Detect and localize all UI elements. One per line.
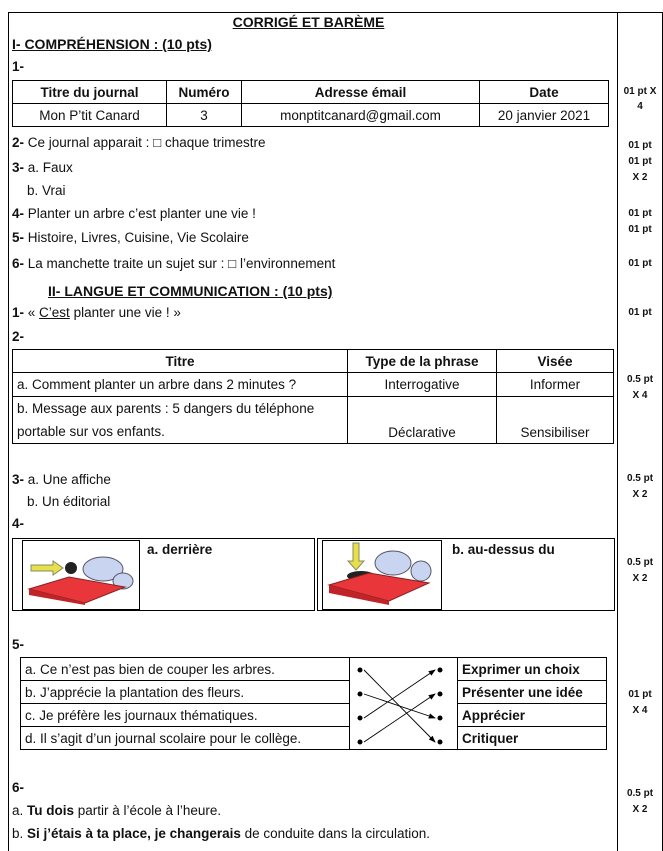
points-label: X 2 <box>632 804 648 815</box>
cell-type: Déclarative <box>348 397 497 444</box>
section1-heading: I- COMPRÉHENSION : (10 pts) <box>12 36 212 52</box>
points-label: 0.5 pt <box>626 473 654 484</box>
th-visee: Visée <box>497 350 614 373</box>
points-label: 0.5 pt <box>626 374 654 385</box>
answer-3b: b. Vrai <box>27 183 66 198</box>
cat-on-bed-image <box>322 540 442 610</box>
th-date: Date <box>480 81 609 104</box>
q6-label: 6- <box>12 780 25 795</box>
q1-label: 1- <box>12 59 25 74</box>
points-label: 0.5 pt <box>626 557 654 568</box>
page-title: CORRIGÉ ET BARÈME <box>232 14 385 30</box>
th-number: Numéro <box>167 81 242 104</box>
left-dot <box>358 668 363 673</box>
journal-table <box>12 80 609 127</box>
sentence-type-table <box>12 349 614 444</box>
sentence-cell: c. Je préfère les journaux thématiques. <box>21 704 350 727</box>
q5-label: 5- <box>12 637 25 652</box>
cat-behind-bed-image <box>22 540 140 610</box>
sentence-cell: d. Il s’agit d’un journal scolaire pour le collège. <box>21 727 350 750</box>
th-titre: Titre <box>13 350 348 373</box>
points-label: 01 pt <box>628 156 652 167</box>
right-dot <box>438 740 443 745</box>
points-label: X 2 <box>632 573 648 584</box>
q2-label: 2- <box>12 329 25 344</box>
section2-heading: II- LANGUE ET COMMUNICATION : (10 pts) <box>48 283 333 299</box>
points-label: X 2 <box>632 172 648 183</box>
points-label: X 2 <box>632 489 648 500</box>
cell-email: monptitcanard@gmail.com <box>242 104 480 127</box>
right-dot <box>438 716 443 721</box>
matching-row <box>21 658 607 681</box>
function-cell: Apprécier <box>458 704 607 727</box>
th-type: Type de la phrase <box>348 350 497 373</box>
matching-arrow <box>364 670 435 718</box>
left-dot <box>358 692 363 697</box>
q4-label: 4- <box>12 516 25 531</box>
answer-ii-6a: a. Tu dois partir à l’école à l’heure. <box>12 803 222 818</box>
matching-row <box>21 727 607 750</box>
cell-title: Mon P’tit Canard <box>13 104 167 127</box>
points-label: 4 <box>637 101 643 112</box>
th-title: Titre du journal <box>13 81 167 104</box>
th-email: Adresse émail <box>242 81 480 104</box>
answer-ii-1: 1- « C’est planter une vie ! » <box>12 305 181 320</box>
left-dot <box>358 740 363 745</box>
function-cell: Critiquer <box>458 727 607 750</box>
matching-arrows <box>348 657 456 753</box>
answer-ii-6b: b. Si j’étais à ta place, je changerais de conduite dans la circulation. <box>12 826 430 841</box>
cell-titre: a. Comment planter un arbre dans 2 minutes ? <box>13 373 348 397</box>
function-cell: Exprimer un choix <box>458 658 607 681</box>
answer-3a: 3- a. Faux <box>12 160 73 175</box>
matching-arrow <box>364 694 435 742</box>
points-label: 01 pt <box>628 224 652 235</box>
answer-6: 6- La manchette traite un sujet sur : □ l’environnement <box>12 256 336 271</box>
answer-5: 5- Histoire, Livres, Cuisine, Vie Scolaire <box>12 230 249 245</box>
left-dot <box>358 716 363 721</box>
cell-titre: b. Message aux parents : 5 dangers du téléphone portable sur vos enfants. <box>13 397 348 444</box>
points-label: 01 pt <box>628 689 652 700</box>
answer-ii-3b: b. Un éditorial <box>27 494 111 509</box>
points-label: 0.5 pt <box>626 788 654 799</box>
answer-4a: a. derrière <box>147 542 213 557</box>
matching-table <box>20 657 607 750</box>
function-cell: Présenter une idée <box>458 681 607 704</box>
right-dot <box>438 668 443 673</box>
cell-visee: Informer <box>497 373 614 397</box>
right-dot <box>438 692 443 697</box>
points-label: X 4 <box>632 705 648 716</box>
cell-number: 3 <box>167 104 242 127</box>
sentence-cell: b. J’apprécie la plantation des fleurs. <box>21 681 350 704</box>
cell-date: 20 janvier 2021 <box>480 104 609 127</box>
points-label: 01 pt <box>628 258 652 269</box>
points-label: 01 pt X <box>623 86 657 97</box>
answer-ii-3a: 3- a. Une affiche <box>12 472 111 487</box>
points-label: 01 pt <box>628 307 652 318</box>
cell-type: Interrogative <box>348 373 497 397</box>
points-label: X 4 <box>632 390 648 401</box>
sentence-cell: a. Ce n’est pas bien de couper les arbres. <box>21 658 350 681</box>
answer-4: 4- Planter un arbre c’est planter une vie ! <box>12 206 256 221</box>
cell-visee: Sensibiliser <box>497 397 614 444</box>
matching-row <box>21 681 607 704</box>
answer-4b: b. au-dessus du <box>452 542 555 557</box>
matching-arrow <box>364 694 435 718</box>
points-label: 01 pt <box>628 140 652 151</box>
answer-2: 2- Ce journal apparait : □ chaque trimestre <box>12 135 266 150</box>
points-label: 01 pt <box>628 208 652 219</box>
matching-row <box>21 704 607 727</box>
